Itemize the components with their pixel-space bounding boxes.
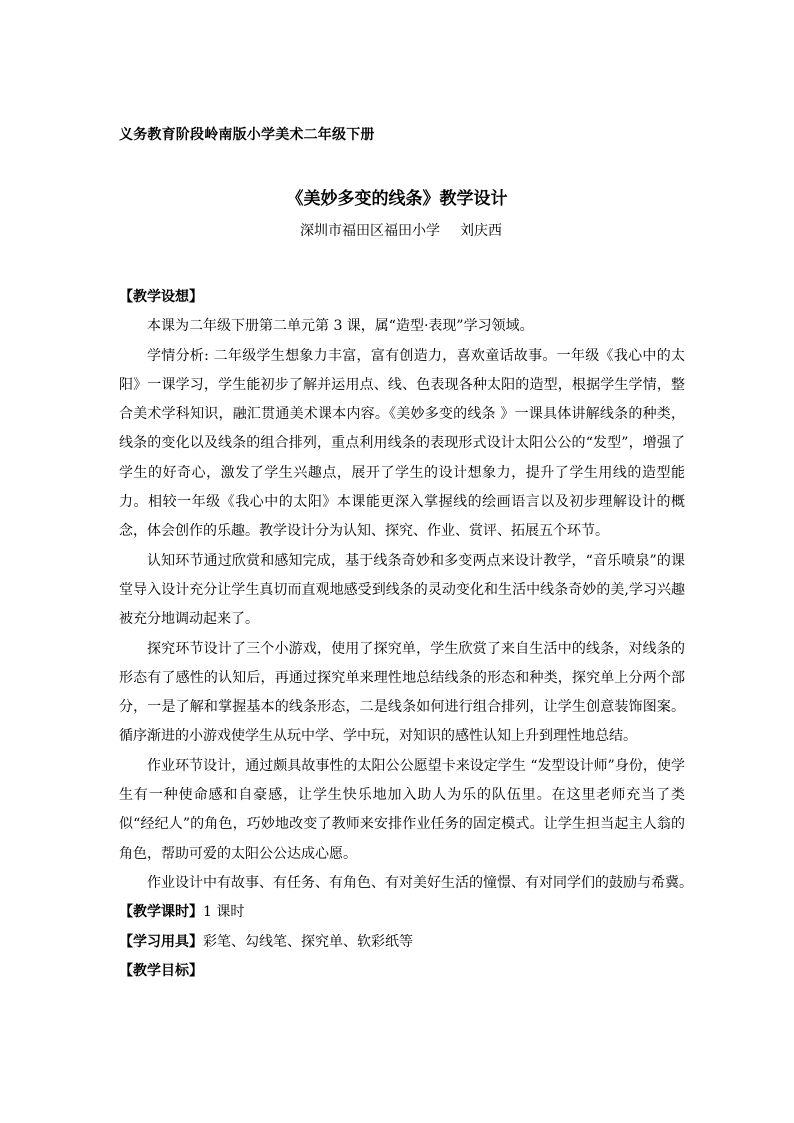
materials-value: 彩笔、勾线笔、探究单、软彩纸等 xyxy=(203,933,413,950)
materials-row xyxy=(119,928,685,957)
author-name: 刘庆西 xyxy=(460,223,502,239)
paragraph: 本课为二年级下册第二单元第 3 课，属“造型·表现”学习领域。 xyxy=(147,318,534,335)
school-name: 深圳市福田区福田小学 xyxy=(300,223,440,239)
paragraph: 作业设计中有故事、有任务、有角色、有对美好生活的憧憬、有对同学们的鼓励与希冀。 xyxy=(147,874,693,891)
paragraph: 认知环节通过欣赏和感知完成，基于线条奇妙和多变两点来设计教学，“音乐喷泉”的课堂导入设计充分让学生真切而直观地感受到线条的灵动变化和生活中线条奇妙的美,学习兴趣被充分地调动起来了。 xyxy=(119,552,685,628)
lesson-hours-label: 【教学课时】 xyxy=(119,904,203,921)
paragraph: 作业环节设计，通过颇具故事性的太阳公公愿望卡来设定学生 “发型设计师”身份，使学生有一种使命感和自豪感，让学生快乐地加入助人为乐的队伍里。在这里老师充当了类似“经纪人”的角色，巧妙地改变了教师来安排作业任务的固定模式。让学生担当起主人翁的角色，帮助可爱的太阳公公达成心愿。 xyxy=(119,757,685,862)
lesson-hours-row xyxy=(119,898,685,927)
section-heading-concept: 【教学设想】 xyxy=(119,289,203,305)
lesson-hours-value: 1 课时 xyxy=(203,904,245,921)
section-heading-goals: 【教学目标】 xyxy=(119,962,203,979)
paragraph: 学情分析: 二年级学生想象力丰富，富有创造力，喜欢童话故事。一年级《我心中的太阳》一课学习，学生能初步了解并运用点、线、色表现各种太阳的造型，根据学生学情，整合美术学科知识，融汇贯通美术课本内容。《美妙多变的线条 》一课具体讲解线条的种类，线条的变化以及线条的组合排列，重点利用线条的表现形式设计太阳公公的“发型”，增强了学生的好奇心，激发了学生兴趣点，展开了学生的设计想象力，提升了学生用线的造型能力。相较一年级《我心中的太阳》本课能更深入掌握线的绘画语言以及初步理解设计的概念，体会创作的乐趣。教学设计分为认知、探究、作业、赏评、拓展五个环节。 xyxy=(119,347,685,540)
document-body xyxy=(119,283,693,986)
document-title: 《美妙多变的线条》教学设计 xyxy=(286,189,508,209)
paragraph: 探究环节设计了三个小游戏，使用了探究单，学生欣赏了来自生活中的线条，对线条的形态有了感性的认知后，再通过探究单来理性地总结线条的形态和种类，探究单上分两个部分，一是了解和掌握基本的线条形态，二是线条如何进行组合排列，让学生创意装饰图案。循序渐进的小游戏使学生从玩中学、学中玩，对知识的感性认知上升到理性地总结。 xyxy=(119,640,685,745)
series-header: 义务教育阶段岭南版小学美术二年级下册 xyxy=(119,127,375,143)
byline xyxy=(300,220,502,240)
materials-label: 【学习用具】 xyxy=(119,933,203,950)
